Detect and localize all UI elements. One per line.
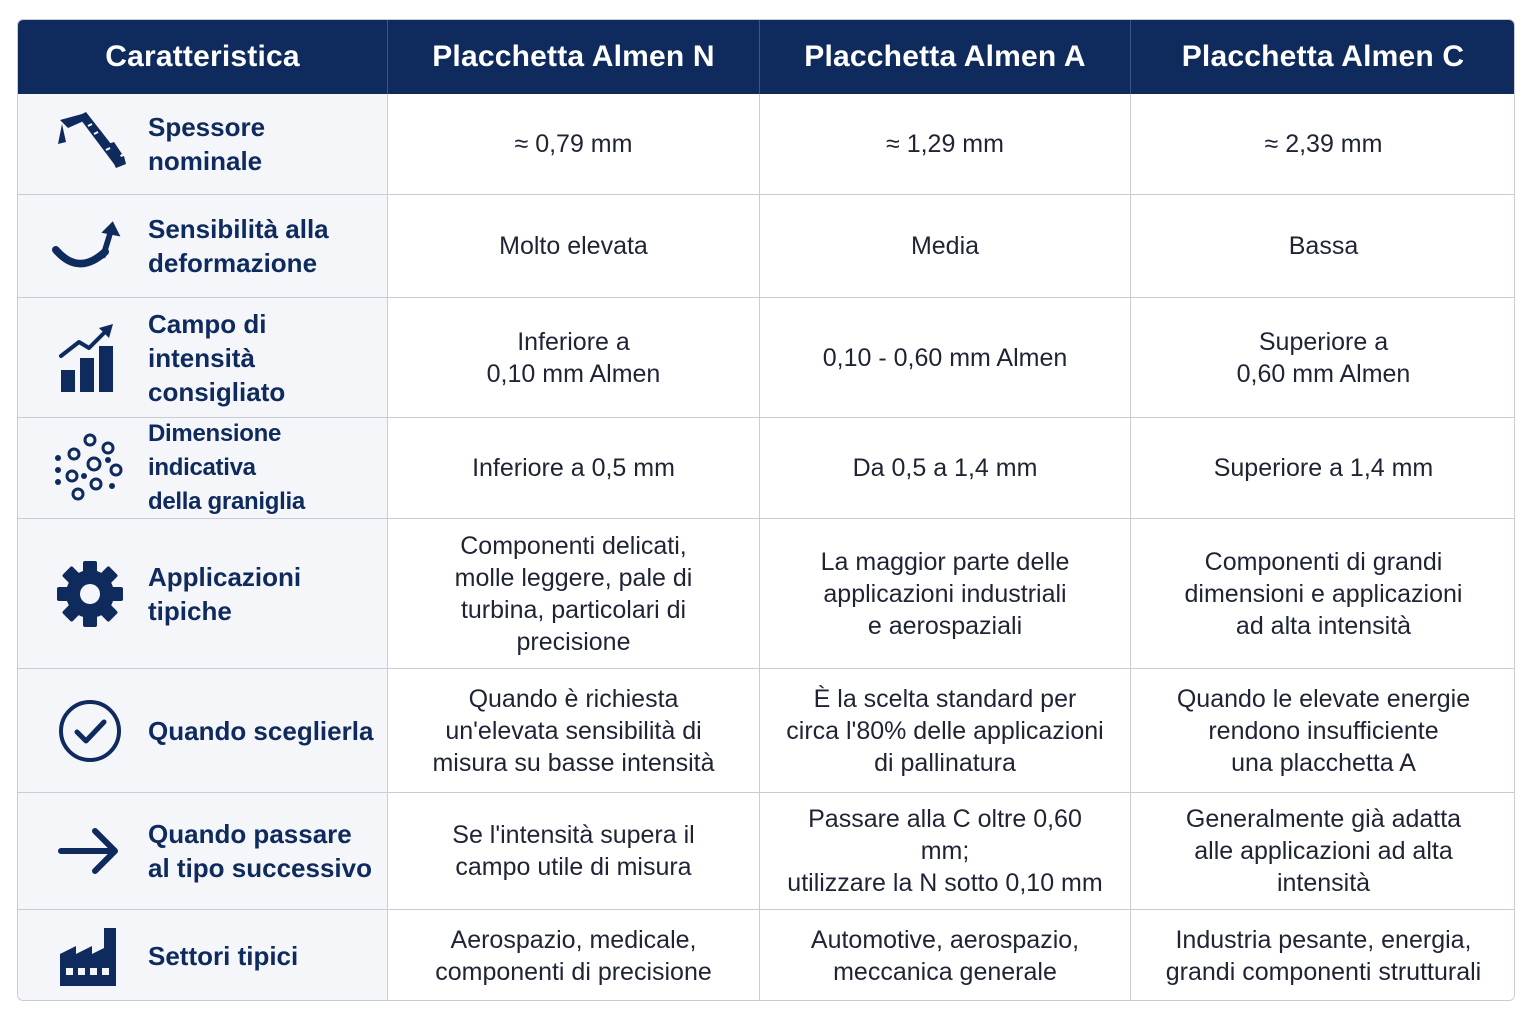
cell-c-thickness: ≈ 2,39 mm bbox=[1131, 94, 1515, 195]
cell-n-shot-size: Inferiore a 0,5 mm bbox=[388, 418, 760, 519]
comparison-table bbox=[17, 19, 1515, 1001]
cell-a-shot-size: Da 0,5 a 1,4 mm bbox=[760, 418, 1131, 519]
factory-icon bbox=[52, 918, 128, 994]
header-almen-c: Placchetta Almen C bbox=[1131, 20, 1515, 94]
row-label-sensitivity bbox=[18, 195, 388, 298]
row-label: Dimensione indicativa della graniglia bbox=[148, 420, 305, 515]
row-label-shot-size bbox=[18, 418, 388, 519]
cell-n-intensity: Inferiore a 0,10 mm Almen bbox=[388, 298, 760, 418]
cell-c-applications: Componenti di grandi dimensioni e applicazioni ad alta intensità bbox=[1131, 519, 1515, 669]
row-label-intensity-range bbox=[18, 298, 388, 418]
cell-a-thickness: ≈ 1,29 mm bbox=[760, 94, 1131, 195]
cell-c-when-to-choose: Quando le elevate energie rendono insufficiente una placchetta A bbox=[1131, 669, 1515, 793]
arrow-right-icon bbox=[52, 813, 128, 889]
row-label: Settori tipici bbox=[148, 941, 299, 971]
cell-a-applications: La maggior parte delle applicazioni industriali e aerospaziali bbox=[760, 519, 1131, 669]
row-label-when-to-choose bbox=[18, 669, 388, 793]
row-label: Quando sceglierla bbox=[148, 715, 374, 746]
row-label: Sensibilità alla deformazione bbox=[148, 214, 329, 278]
cell-c-shot-size: Superiore a 1,4 mm bbox=[1131, 418, 1515, 519]
row-label-nominal-thickness bbox=[18, 94, 388, 195]
row-label: Applicazioni tipiche bbox=[148, 561, 302, 626]
cell-a-sectors: Automotive, aerospazio, meccanica generale bbox=[760, 910, 1131, 1001]
shot-particles-icon bbox=[52, 430, 128, 506]
cell-n-sectors: Aerospazio, medicale, componenti di precisione bbox=[388, 910, 760, 1001]
check-circle-icon bbox=[52, 693, 128, 769]
row-label: Spessore nominale bbox=[148, 112, 266, 176]
cell-n-sensitivity: Molto elevata bbox=[388, 195, 760, 298]
header-almen-a: Placchetta Almen A bbox=[760, 20, 1131, 94]
cell-a-when-to-switch: Passare alla C oltre 0,60 mm; utilizzare la N sotto 0,10 mm bbox=[760, 793, 1131, 910]
cell-a-when-to-choose: È la scelta standard per circa l'80% delle applicazioni di pallinatura bbox=[760, 669, 1131, 793]
cell-n-applications: Componenti delicati, molle leggere, pale di turbina, particolari di precisione bbox=[388, 519, 760, 669]
gear-icon bbox=[52, 556, 128, 632]
cell-a-sensitivity: Media bbox=[760, 195, 1131, 298]
row-label-when-to-switch bbox=[18, 793, 388, 910]
row-label-sectors bbox=[18, 910, 388, 1001]
cell-n-when-to-choose: Quando è richiesta un'elevata sensibilità di misura su basse intensità bbox=[388, 669, 760, 793]
row-label: Quando passare al tipo successivo bbox=[148, 819, 372, 883]
bar-chart-trend-icon bbox=[52, 320, 128, 396]
cell-a-intensity: 0,10 - 0,60 mm Almen bbox=[760, 298, 1131, 418]
cell-n-when-to-switch: Se l'intensità supera il campo utile di misura bbox=[388, 793, 760, 910]
cell-c-when-to-switch: Generalmente già adatta alle applicazioni ad alta intensità bbox=[1131, 793, 1515, 910]
caliper-icon bbox=[52, 106, 128, 182]
cell-n-thickness: ≈ 0,79 mm bbox=[388, 94, 760, 195]
cell-c-sectors: Industria pesante, energia, grandi componenti strutturali bbox=[1131, 910, 1515, 1001]
cell-c-sensitivity: Bassa bbox=[1131, 195, 1515, 298]
cell-c-intensity: Superiore a 0,60 mm Almen bbox=[1131, 298, 1515, 418]
curved-arrow-icon bbox=[52, 208, 128, 284]
row-label-applications bbox=[18, 519, 388, 669]
header-characteristic: Caratteristica bbox=[18, 20, 388, 94]
header-almen-n: Placchetta Almen N bbox=[388, 20, 760, 94]
row-label: Campo di intensità consigliato bbox=[148, 308, 286, 407]
